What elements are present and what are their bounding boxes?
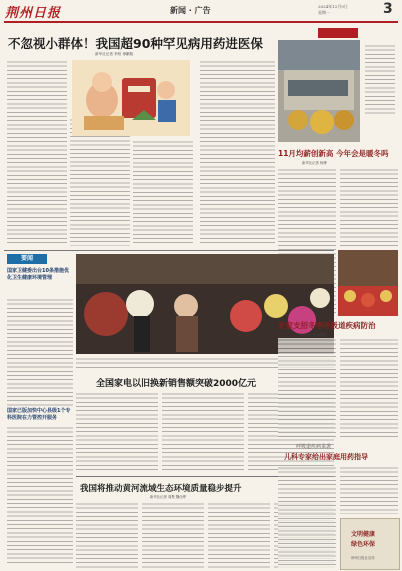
experts-body-col2 <box>340 338 398 438</box>
lead-body-col3 <box>133 140 193 246</box>
section-label: 新闻 · 广告 <box>170 6 211 15</box>
experts-byline: 新华社记者 徐鹏航 <box>300 333 327 337</box>
cartoon-illustration <box>72 60 190 136</box>
child-body-col2 <box>340 466 398 514</box>
briefs-badge <box>7 254 47 264</box>
experts-headline: 专家支招冬季呼吸道疾病防治 <box>278 321 376 330</box>
yellow-river-body-col3 <box>208 502 270 568</box>
side-ad-footer: 荆州日报社宣传 <box>351 556 375 560</box>
briefs-badge-label: 要闻 <box>20 255 33 262</box>
photo-story-body-col2 <box>162 392 244 472</box>
brief-headline-2: 国家已版加快中心县级1个专科医院在力管控开服务 <box>7 408 71 421</box>
feature-byline: 新华社记者 杨博 <box>302 161 327 165</box>
yellow-river-body-col2 <box>142 502 204 568</box>
issue-weekday: 星期一 <box>318 10 330 15</box>
lead-body-col2 <box>70 118 130 246</box>
yellow-river-byline: 新华社记者 周楚 魏仕晔 <box>150 495 187 499</box>
child-kicker: 呼吸道疾病来袭 <box>296 444 332 450</box>
feature-body-col2 <box>340 168 398 248</box>
lead-byline: 新华社记者 李恒 徐鹏航 <box>95 52 134 56</box>
caption-box <box>363 40 397 120</box>
newspaper-logo: 荆州日报 <box>5 6 62 21</box>
factory-photo <box>278 40 360 142</box>
market-photo <box>338 250 398 316</box>
lead-body-col4 <box>200 60 275 246</box>
feature-headline: 11月均薪创新高 今年会是暖冬吗 <box>278 149 389 158</box>
yellow-river-headline: 我国将推动黄河流域生态环境质量稳步提升 <box>80 484 242 494</box>
masthead-rule <box>4 21 398 23</box>
photo-story-headline: 全国家电以旧换新销售额突破2000亿元 <box>96 379 257 389</box>
lead-body-col1 <box>7 60 67 246</box>
child-headline: 儿科专家给出家庭用药指导 <box>284 453 368 461</box>
masthead <box>0 0 402 22</box>
side-ad-line-1: 文明健康 <box>351 531 376 538</box>
child-body-col1 <box>278 466 336 568</box>
issue-date: 2024年12月9日 <box>318 4 348 9</box>
photo-story-body-col1 <box>76 392 158 472</box>
yellow-river-body-col1 <box>76 502 138 568</box>
brief-headline-1: 国家卫健委出台10条措施优化卫生健康环境管理 <box>7 268 69 281</box>
experts-body-col1 <box>278 338 336 438</box>
service-badge <box>318 28 358 38</box>
brief-body-2 <box>7 426 73 566</box>
side-ad-line-2: 绿色环保 <box>351 541 376 548</box>
page-number: 3 <box>383 1 393 17</box>
brief-body-1 <box>7 298 73 406</box>
divider-1 <box>4 250 334 251</box>
caption-text <box>365 44 395 114</box>
lead-headline: 不忽视小群体！我国超90种罕见病用药进医保 <box>8 36 263 51</box>
side-ad <box>340 518 400 570</box>
